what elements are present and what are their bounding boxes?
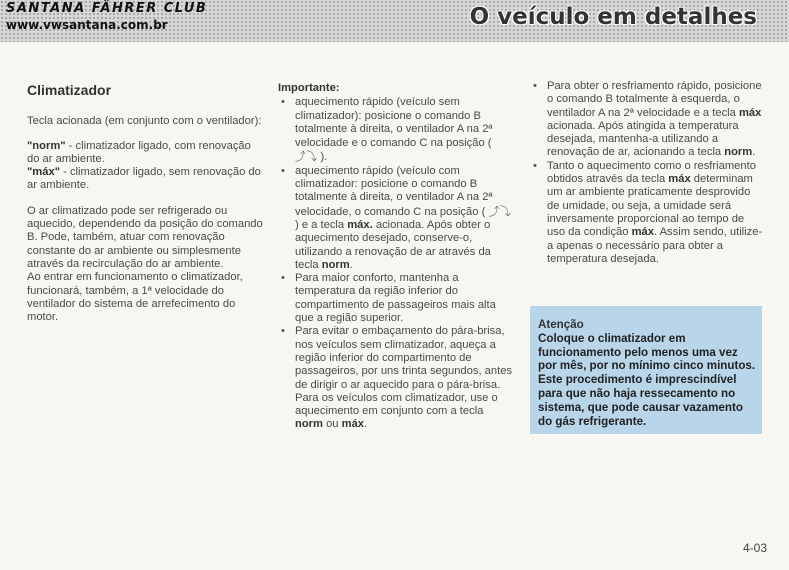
list-item: • Para obter o resfriamento rápido, posicione o comando B totalmente à esquerda, o ventilador A na 2ª velocidade e a tecla máx acionada. Após atingida a temperatura desejada, mantenha-a utilizando a renovação de ar, acionando a tecla norm. [530, 80, 764, 160]
list-item: • Para maior conforto, mantenha a temperatura da região inferior do compartimento de passageiros mais alta que a região superior. [278, 272, 514, 325]
attention-title: Atenção [538, 318, 584, 331]
section-title: O veículo em detalhes [469, 4, 757, 30]
important-label: Importante: [278, 82, 340, 94]
paragraph-2: Ao entrar em funcionamento o climatizador, funcionará, também, a 1ª velocidade do ventilador do sistema de arrefecimento do motor. [27, 271, 243, 324]
cooling-list [530, 80, 764, 266]
column-1 [27, 84, 265, 324]
club-url[interactable]: www.vwsantana.com.br [6, 18, 168, 32]
defrost-floor-icon: ⤴⤵ [295, 150, 321, 164]
list-item: • Para evitar o embaçamento do pára-brisa, nos veículos sem climatizador, aqueça a região inferior do compartimento de passageiros, por uns trinta segundos, antes de dirigir o ar aquecido para o pára-brisa. Para os veículos com climatizador, use o aquecimento em conjunto com a tecla norm ou máx. [278, 325, 514, 431]
page-number: 4-03 [742, 541, 767, 555]
attention-box [530, 306, 762, 434]
list-item: • aquecimento rápido (veículo sem climatizador): posicione o comando B totalmente à direita, o ventilador A na 2ª velocidade e o comando C na posição ( ⤴⤵ ). [278, 96, 514, 164]
max-term: "máx" [27, 166, 60, 179]
club-logo: SANTANA FÄHRER CLUB [6, 1, 208, 16]
list-item: • aquecimento rápido (veículo com climatizador: posicione o comando B totalmente à direita, o ventilador A na 2ª velocidade, o comando C na posição ( ⤴⤵ ) e a tecla máx. acionada. Após obter o aquecimento desejado, conserve-o, utilizando a renovação de ar através da tecla norm. [278, 165, 514, 272]
important-list [278, 96, 514, 431]
list-item: • Tanto o aquecimento como o resfriamento obtidos através da tecla máx determinam um ar ambiente praticamente desprovido de umidade, ou seja, a umidade será inversamente proporcional ao tempo de uso da condição máx. Assim sendo, utilize-a apenas o necessário para obter a temperatura desejada. [530, 160, 764, 266]
norm-term: "norm" [27, 139, 66, 152]
page-heading: Climatizador [27, 82, 112, 98]
attention-body: Coloque o climatizador em funcionamento pelo menos uma vez por mês, por no mínimo cinco minutos. Este procedimento é imprescindível para que não haja ressecamento no sistema, que pode causar vazamento do gás refrigerante. [538, 331, 756, 428]
column-2 [278, 82, 514, 432]
norm-definition: "norm" - climatizador ligado, com renovação do ar ambiente. [27, 139, 251, 165]
column-3 [530, 80, 764, 266]
max-definition: "máx" - climatizador ligado, sem renovação do ar ambiente. [27, 166, 261, 192]
defrost-floor-icon: ⤴⤵ [485, 204, 511, 218]
paragraph-1: O ar climatizado pode ser refrigerado ou aquecido, dependendo da posição do comando B. Pode, também, atuar com renovação constante do ar ambiente ou simplesmente através da recirculação do ar ambiente. [27, 204, 263, 270]
intro-text: Tecla acionada (em conjunto com o ventilador): [27, 115, 262, 128]
